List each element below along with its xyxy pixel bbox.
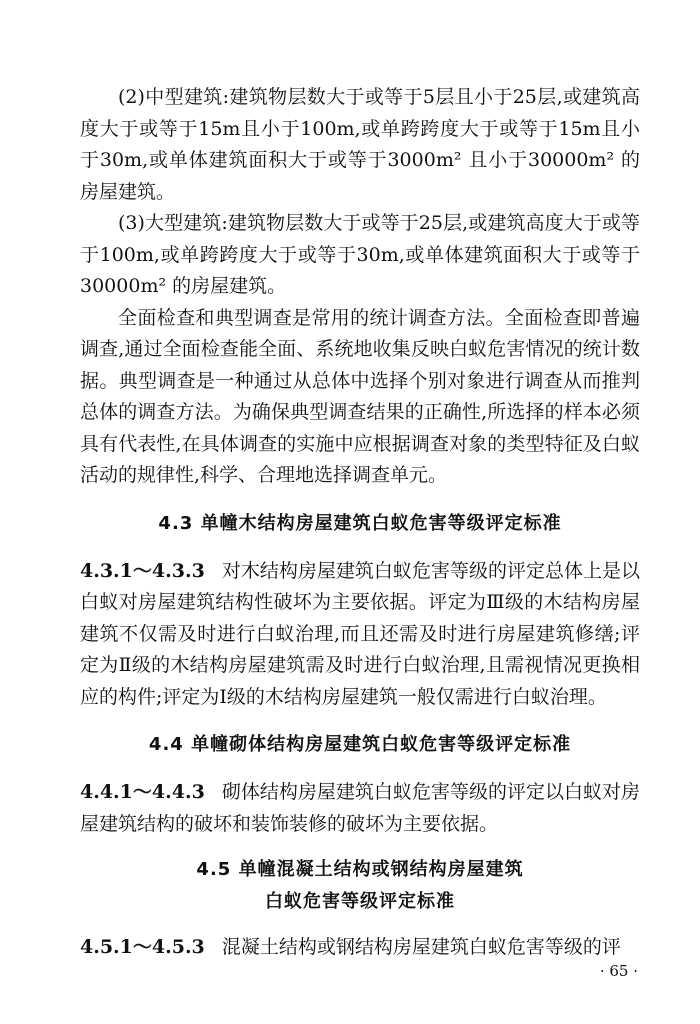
clause-text-4-3: 对木结构房屋建筑白蚁危害等级的评定总体上是以白蚁对房屋建筑结构性破坏为主要依据。评定为Ⅲ级的木结构房屋建筑不仅需及时进行白蚁治理,而且还需及时进行房屋建筑修缮;评定为Ⅱ级的木结构房屋建筑需及时进行白蚁治理,且需视情况更换相应的构件;评定为Ⅰ级的木结构房屋建筑一般仅需进行白蚁治理。: [80, 559, 640, 708]
paragraph-large-building: (3)大型建筑:建筑物层数大于或等于25层,或建筑高度大于或等于100m,或单跨跨度大于或等于30m,或单体建筑面积大于或等于30000m² 的房屋建筑。: [80, 212, 640, 297]
section-heading-4-4: 4.4 单幢砌体结构房屋建筑白蚁危害等级评定标准: [148, 734, 572, 755]
document-page: [80, 82, 640, 964]
clause-4-4: [80, 777, 640, 840]
paragraph-medium-building: (2)中型建筑:建筑物层数大于或等于5层且小于25层,或建筑高度大于或等于15m且小于100m,或单跨跨度大于或等于15m且小于30m,或单体建筑面积大于或等于3000m² 且小于30000m² 的房屋建筑。: [80, 86, 640, 203]
section-heading-4-5: [80, 854, 640, 918]
clause-text-4-4: 砌体结构房屋建筑白蚁危害等级的评定以白蚁对房屋建筑结构的破坏和装饰装修的破坏为主要依据。: [80, 781, 640, 835]
clause-number-4-3: 4.3.1～4.3.3: [80, 559, 205, 582]
section-heading-4-5-line1: 4.5 单幢混凝土结构或钢结构房屋建筑: [196, 859, 524, 880]
clause-4-5: [80, 932, 640, 964]
section-heading-4-3: 4.3 单幢木结构房屋建筑白蚁危害等级评定标准: [158, 512, 562, 534]
clause-number-4-4: 4.4.1～4.4.3: [80, 781, 205, 803]
paragraph-survey-methods: 全面检查和典型调查是常用的统计调查方法。全面检查即普遍调查,通过全面检查能全面、系统地收集反映白蚁危害情况的统计数据。典型调查是一种通过从总体中选择个别对象进行调查从而推判总体的调查方法。为确保典型调查结果的正确性,所选择的样本必须具有代表性,在具体调查的实施中应根据调查对象的类型特征及白蚁活动的规律性,科学、合理地选择调查单元。: [80, 306, 640, 486]
clause-4-3: [80, 556, 640, 714]
page-number: · 65 ·: [599, 962, 638, 980]
clause-number-4-5: 4.5.1～4.5.3: [80, 936, 205, 958]
clause-text-4-5: 混凝土结构或钢结构房屋建筑白蚁危害等级的评: [221, 936, 621, 958]
section-heading-4-5-line2: 白蚁危害等级评定标准: [265, 891, 455, 912]
